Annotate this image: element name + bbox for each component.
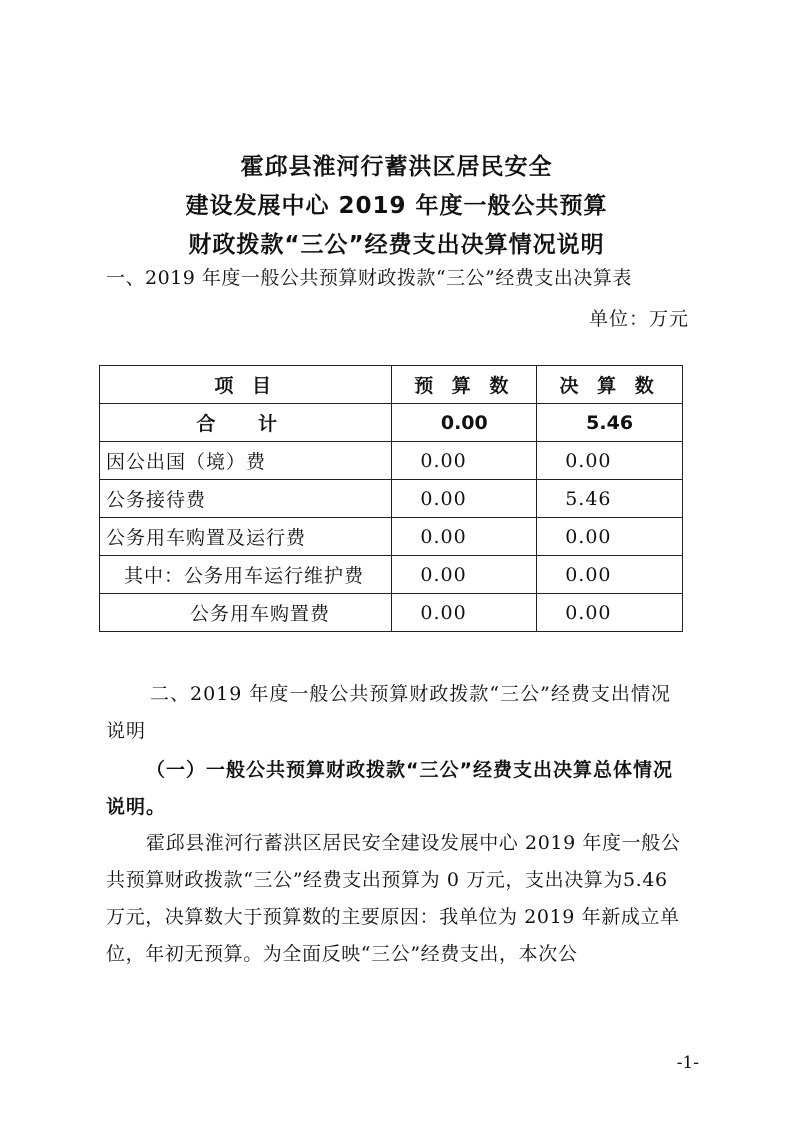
table-total-row [100, 404, 683, 442]
row-budget: 0.00 [392, 556, 537, 594]
header-item: 项 目 [100, 366, 392, 404]
table-row [100, 556, 683, 594]
table-row [100, 480, 683, 518]
unit-label: 单位：万元 [588, 308, 689, 330]
row-item-name: 公务用车购置费 [100, 594, 392, 632]
row-budget: 0.00 [392, 480, 537, 518]
row-actual: 0.00 [537, 442, 683, 480]
expense-table [99, 365, 683, 632]
table-row [100, 518, 683, 556]
row-actual: 0.00 [537, 594, 683, 632]
table-row [100, 594, 683, 632]
table-row [100, 442, 683, 480]
total-actual: 5.46 [537, 404, 683, 442]
section-2-heading: 二、2019 年度一般公共预算财政拨款“三公”经费支出情况说明 [106, 683, 671, 742]
header-actual: 决 算 数 [537, 366, 683, 404]
document-title-line-3: 财政拨款“三公”经费支出决算情况说明 [188, 232, 605, 258]
row-actual: 5.46 [537, 480, 683, 518]
row-item-name: 公务用车购置及运行费 [100, 518, 392, 556]
row-actual: 0.00 [537, 518, 683, 556]
header-budget: 预 算 数 [392, 366, 537, 404]
row-budget: 0.00 [392, 442, 537, 480]
total-budget: 0.00 [392, 404, 537, 442]
document-title-line-2: 建设发展中心 2019 年度一般公共预算 [185, 193, 608, 219]
document-title-line-1: 霍邱县淮河行蓄洪区居民安全 [240, 154, 553, 180]
row-budget: 0.00 [392, 518, 537, 556]
row-item-name: 公务接待费 [100, 480, 392, 518]
section-2-subheading: （一）一般公共预算财政拨款“三公”经费支出决算总体情况说明。 [106, 759, 673, 818]
section-2-body-paragraph: 霍邱县淮河行蓄洪区居民安全建设发展中心 2019 年度一般公共预算财政拨款“三公”经费支出预算为 0 万元，支出决算为5.46 万元，决算数大于预算数的主要原因：我单位为 2019 年新成立单位，年初无预算。为全面反映“三公”经费支出，本次公 [106, 832, 681, 965]
row-actual: 0.00 [537, 556, 683, 594]
section-1-heading: 一、2019 年度一般公共预算财政拨款“三公”经费支出决算表 [106, 267, 632, 289]
row-item-name: 因公出国（境）费 [100, 442, 392, 480]
row-budget: 0.00 [392, 594, 537, 632]
row-item-name: 其中：公务用车运行维护费 [100, 556, 392, 594]
page-number: -1- [676, 1053, 699, 1073]
total-label: 合 计 [100, 404, 392, 442]
table-header-row [100, 366, 683, 404]
